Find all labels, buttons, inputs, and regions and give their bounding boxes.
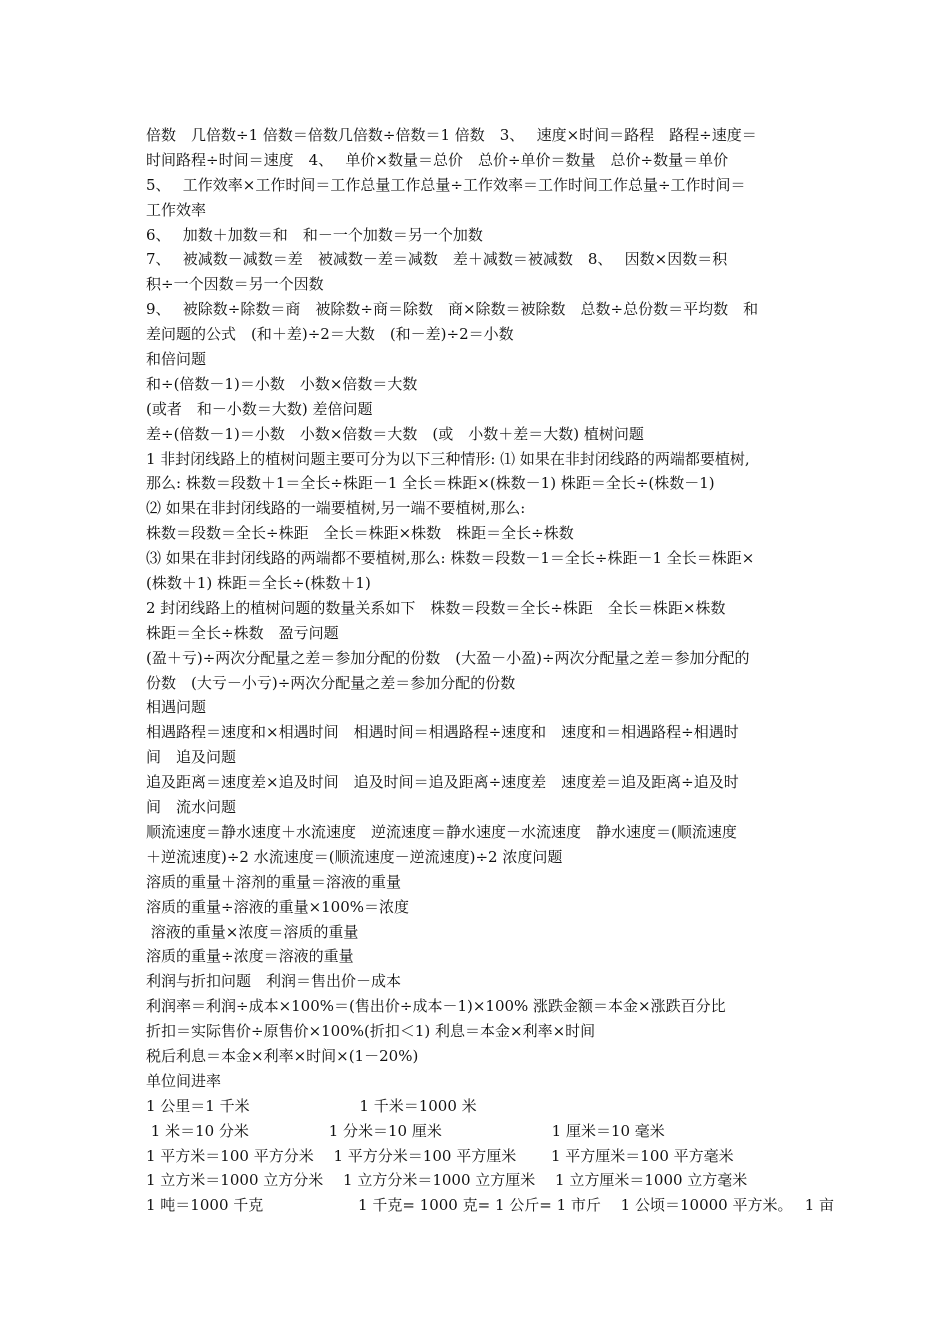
text-line: 9、 被除数÷除数＝商 被除数÷商＝除数 商×除数＝被除数 总数÷总份数＝平均数 和 [146,300,759,319]
text-line: ⑶ 如果在非封闭线路的两端都不要植树,那么: 株数＝段数－1＝全长÷株距－1 全长＝株距× [146,549,755,568]
text-line: 1 公里＝1 千米 1 千米＝1000 米 [146,1096,477,1115]
text-line: 相遇路程＝速度和×相遇时间 相遇时间＝相遇路程÷速度和 速度和＝相遇路程÷相遇时 [146,723,739,742]
text-line: 税后利息＝本金×利率×时间×(1－20%) [146,1046,419,1065]
text-line: 工作效率 [146,200,207,219]
text-line: 差问题的公式 (和＋差)÷2＝大数 (和－差)÷2＝小数 [146,325,514,344]
text-line: 溶质的重量÷溶液的重量×100%＝浓度 [146,897,410,916]
text-line: 利润率＝利润÷成本×100%＝(售出价÷成本－1)×100% 涨跌金额＝本金×涨跌百分比 [146,997,726,1016]
text-line: 溶质的重量＋溶剂的重量＝溶液的重量 [146,872,402,891]
text-line: 1 非封闭线路上的植树问题主要可分为以下三种情形: ⑴ 如果在非封闭线路的两端都要植树, [146,449,750,468]
text-line: 溶质的重量÷浓度＝溶液的重量 [146,947,354,966]
text-line: 株数＝段数＝全长÷株距 全长＝株距×株数 株距＝全长÷株数 [146,524,574,543]
text-line: 追及距离＝速度差×追及时间 追及时间＝追及距离÷速度差 速度差＝追及距离÷追及时 [146,773,739,792]
text-line: 那么: 株数＝段数＋1＝全长÷株距－1 全长＝株距×(株数－1) 株距＝全长÷(株数－1) [146,474,715,493]
text-line: ⑵ 如果在非封闭线路的一端要植树,另一端不要植树,那么: [146,499,526,518]
text-line: 份数 (大亏－小亏)÷两次分配量之差＝参加分配的份数 [146,673,516,692]
text-line: 1 吨＝1000 千克 1 千克= 1000 克= 1 公斤= 1 市斤 1 公顷＝10000 平方米。 1 亩 [146,1196,835,1215]
text-line: ＋逆流速度)÷2 水流速度＝(顺流速度－逆流速度)÷2 浓度问题 [146,847,563,866]
text-line: 和÷(倍数－1)＝小数 小数×倍数＝大数 [146,374,418,393]
document-body [146,123,835,1218]
text-line: 株距＝全长÷株数 盈亏问题 [146,623,339,642]
text-line: 溶液的重量×浓度＝溶质的重量 [146,922,359,941]
text-line: 2 封闭线路上的植树问题的数量关系如下 株数＝段数＝全长÷株距 全长＝株距×株数 [146,598,726,617]
text-line: 和倍问题 [146,350,207,369]
text-line: 差÷(倍数－1)＝小数 小数×倍数＝大数 (或 小数＋差＝大数) 植树问题 [146,424,644,443]
text-line: 时间路程÷时间＝速度 4、 单价×数量＝总价 总价÷单价＝数量 总价÷数量＝单价 [146,150,729,169]
text-line: (株数＋1) 株距＝全长÷(株数＋1) [146,574,371,593]
text-line: 1 米＝10 分米 1 分米＝10 厘米 1 厘米＝10 毫米 [146,1121,665,1140]
text-line: 倍数 几倍数÷1 倍数＝倍数几倍数÷倍数＝1 倍数 3、 速度×时间＝路程 路程÷速度＝ [146,126,757,144]
text-line: 积÷一个因数＝另一个因数 [146,275,324,294]
text-line: 相遇问题 [146,698,207,717]
text-line: 6、 加数＋加数＝和 和－一个加数＝另一个加数 [146,225,483,244]
text-line: 间 流水问题 [146,798,237,817]
text-line: 顺流速度＝静水速度＋水流速度 逆流速度＝静水速度－水流速度 静水速度＝(顺流速度 [146,822,737,841]
text-line: 7、 被减数－减数＝差 被减数－差＝减数 差＋减数＝被减数 8、 因数×因数＝积 [146,250,728,269]
text-line: (盈＋亏)÷两次分配量之差＝参加分配的份数 (大盈－小盈)÷两次分配量之差＝参加分配的 [146,648,750,667]
text-line: 1 平方米＝100 平方分米 1 平方分米＝100 平方厘米 1 平方厘米＝100 平方毫米 [146,1146,734,1165]
text-line: 1 立方米＝1000 立方分米 1 立方分米＝1000 立方厘米 1 立方厘米＝1000 立方毫米 [146,1171,748,1190]
text-line: (或者 和－小数＝大数) 差倍问题 [146,399,373,418]
text-line: 5、 工作效率×工作时间＝工作总量工作总量÷工作效率＝工作时间工作总量÷工作时间＝ [146,175,746,194]
text-line: 利润与折扣问题 利润＝售出价－成本 [146,972,402,991]
text-line: 单位间进率 [146,1071,222,1090]
text-line: 间 追及问题 [146,748,237,767]
text-line: 折扣＝实际售价÷原售价×100%(折扣＜1) 利息＝本金×利率×时间 [146,1022,596,1041]
